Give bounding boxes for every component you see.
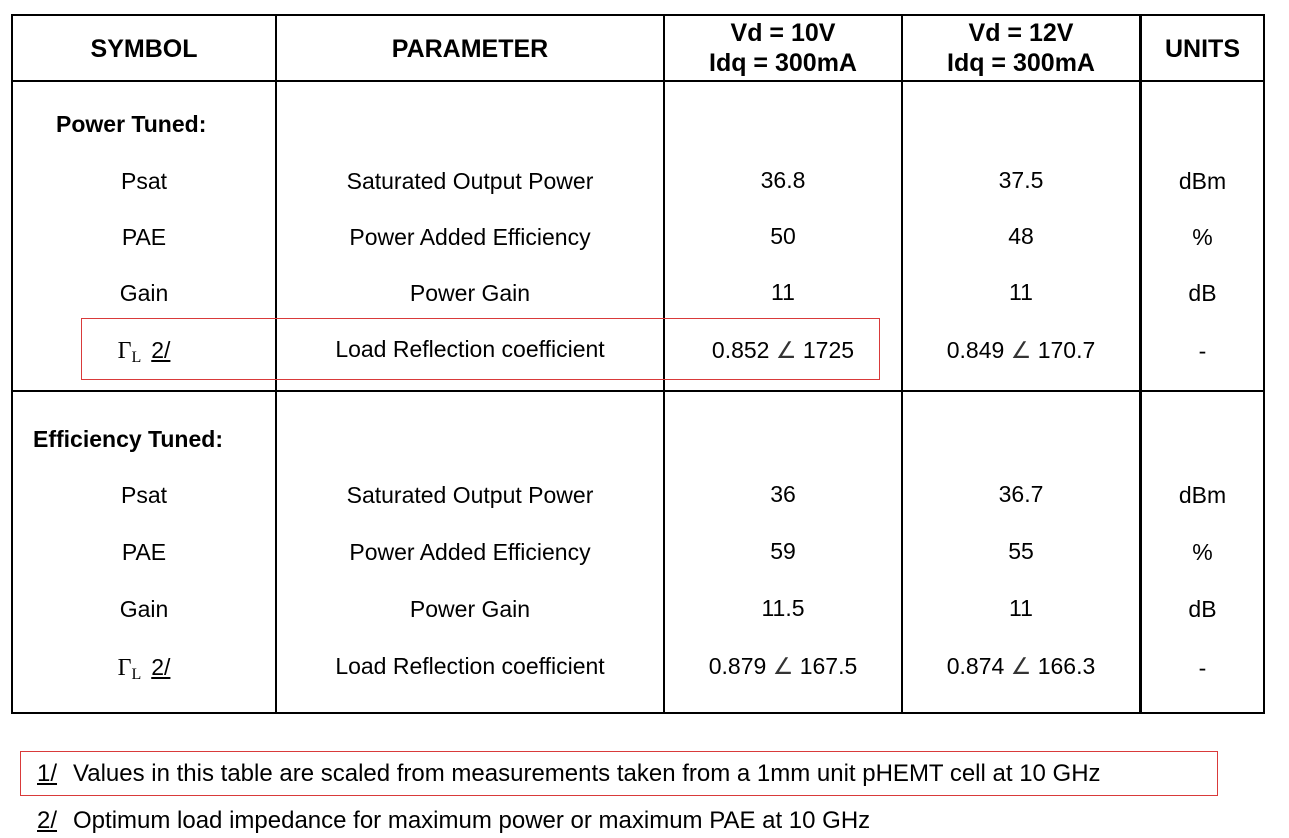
header-units: UNITS (1165, 35, 1240, 63)
value-vd12-cell: 11 (1009, 595, 1033, 621)
unit-cell: dBm (1178, 482, 1227, 508)
value-vd10-cell (665, 652, 901, 680)
footnote-1 (37, 759, 1101, 789)
angle-icon: ∠ (772, 653, 794, 679)
gamma-symbol: Γ (117, 655, 132, 681)
gamma-subscript: L (131, 666, 142, 683)
value-vd10-cell: 36 (770, 481, 796, 507)
unit-cell: dBm (1178, 168, 1227, 194)
value-vd10-cell: 36.8 (760, 167, 806, 193)
parameter-cell: Saturated Output Power (346, 168, 594, 194)
unit-cell: - (1198, 338, 1207, 364)
angle-value: 166.3 (1037, 653, 1096, 679)
unit-cell: dB (1188, 596, 1217, 622)
parameter-cell: Power Added Efficiency (349, 224, 591, 250)
symbol-cell: PAE (121, 539, 167, 565)
value-vd12-cell: 55 (1008, 538, 1034, 564)
angle-value: 167.5 (799, 653, 858, 679)
unit-cell: % (1192, 539, 1213, 565)
magnitude: 0.852 (711, 337, 770, 363)
angle-icon: ∠ (1010, 337, 1032, 363)
gamma-subscript: L (131, 349, 142, 366)
angle-icon: ∠ (775, 337, 797, 363)
unit-cell: - (1198, 655, 1207, 681)
header-vd10-line2: Idq = 300mA (709, 49, 857, 77)
footnote-number: 1/ (37, 760, 58, 787)
value-vd10-cell: 11.5 (761, 595, 805, 621)
symbol-cell: Gain (119, 280, 169, 306)
header-vd12-line1: Vd = 12V (968, 19, 1074, 47)
parameter-cell: Load Reflection coefficient (335, 336, 605, 362)
footnote-2 (37, 806, 870, 836)
value-vd12-cell: 36.7 (998, 481, 1044, 507)
header-vd10 (665, 18, 901, 78)
section-title: Power Tuned: (56, 111, 207, 137)
symbol-cell: PAE (121, 224, 167, 250)
value-vd12-cell (903, 336, 1139, 364)
value-vd12-cell: 48 (1008, 223, 1034, 249)
parameter-cell: Power Added Efficiency (349, 539, 591, 565)
symbol-cell: Gain (119, 596, 169, 622)
highlight-box-gamma-row (81, 318, 880, 380)
footnote-text: Optimum load impedance for maximum power or maximum PAE at 10 GHz (73, 807, 871, 834)
parameter-cell: Power Gain (409, 596, 531, 622)
header-vd12 (903, 18, 1139, 78)
footnote-number: 2/ (37, 807, 58, 834)
value-vd12-cell: 37.5 (998, 167, 1044, 193)
parameter-cell: Saturated Output Power (346, 482, 594, 508)
symbol-cell: Psat (120, 482, 168, 508)
magnitude: 0.874 (946, 653, 1005, 679)
magnitude: 0.849 (946, 337, 1005, 363)
value-vd10-cell: 50 (770, 223, 796, 249)
header-parameter: PARAMETER (391, 35, 549, 63)
symbol-cell: Psat (120, 168, 168, 194)
unit-cell: dB (1188, 280, 1217, 306)
footnote-ref: 2/ (151, 654, 171, 680)
footnote-text: Values in this table are scaled from measurements taken from a 1mm unit pHEMT cell at 10 GHz (73, 760, 1101, 787)
header-symbol: SYMBOL (90, 35, 198, 63)
value-vd10-cell: 11 (771, 279, 795, 305)
parameter-cell: Load Reflection coefficient (335, 653, 605, 679)
symbol-cell (13, 653, 275, 689)
magnitude: 0.879 (708, 653, 767, 679)
footnote-ref: 2/ (151, 337, 171, 363)
value-vd10-cell: 59 (770, 538, 796, 564)
value-vd12-cell (903, 652, 1139, 680)
angle-icon: ∠ (1010, 653, 1032, 679)
angle-value: 170.7 (1037, 337, 1096, 363)
value-vd12-cell: 11 (1009, 279, 1033, 305)
header-vd12-line2: Idq = 300mA (947, 49, 1095, 77)
header-vd10-line1: Vd = 10V (730, 19, 836, 47)
angle-value: 1725 (802, 337, 855, 363)
section-title: Efficiency Tuned: (33, 426, 223, 452)
parameter-cell: Power Gain (409, 280, 531, 306)
gamma-symbol: Γ (117, 338, 132, 364)
unit-cell: % (1192, 224, 1213, 250)
